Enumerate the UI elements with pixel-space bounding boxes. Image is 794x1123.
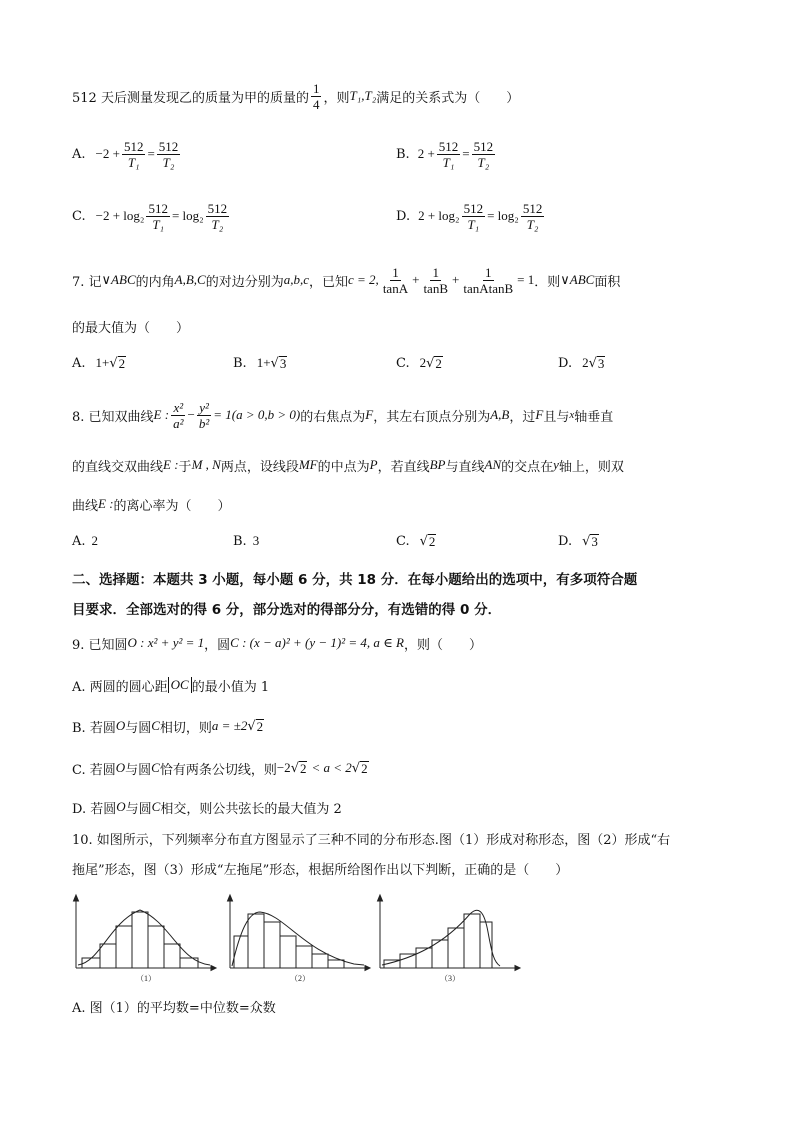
hist-bar xyxy=(400,954,416,968)
density-curve xyxy=(78,910,210,965)
q8-stem: 8. 已知双曲线 E : $\frac{\text{x²}}{\text{a²}}$ − $\frac{\text{y²}}{\text{b²}}$ = 1(a > 0,b > 0) 的右焦点为 F ，其左右顶点分别为 A,B ，过 F 且与 x 轴垂直 xyxy=(72,399,614,431)
hist-bar xyxy=(264,922,280,968)
q6-vars: T₁,T₂ xyxy=(349,88,377,103)
q8-option-c[interactable]: C. √ 2 xyxy=(396,533,436,549)
hist-bar xyxy=(132,912,148,968)
histogram-figure-3 xyxy=(374,892,524,984)
hist-bar xyxy=(448,928,464,968)
q6-fraction: $\frac{1}{4}$ xyxy=(312,80,320,112)
x-axis-arrow-icon xyxy=(211,966,216,971)
q7-stem: 7. 记 ∨ABC 的内角 A,B,C 的对边分别为 a,b,c ，已知 c = 2, $\frac{1}{\tan A}$ + $\frac{1}{\tan B}$ + $\frac{1}{\text{tanAtanB}}$ = 1 ．则 ∨ABC 面积 xyxy=(72,264,621,296)
q9-option-c[interactable]: C. 若圆 O 与圆 C 恰有两条公切线，则 −2 √ 2 < a < 2 √ 2 xyxy=(72,760,368,778)
q9-option-b[interactable]: B. 若圆 O 与圆 C 相切，则 a = ±2 √ 2 xyxy=(72,718,264,736)
histogram-figure-1 xyxy=(70,892,220,984)
y-axis-arrow-icon xyxy=(378,895,383,901)
q9-stem: 9. 已知圆 O : x² + y² = 1 ，圆 C : (x − a)² + (y − 1)² = 4, a ∈ R ，则（ ） xyxy=(72,635,482,653)
q8-option-b[interactable]: B. 3 xyxy=(233,533,260,549)
q6-option-c[interactable]: C. −2 + log₂ $\frac{512}{\text{T₁}}$ = log₂ $\frac{512}{\text{T₂}}$ xyxy=(72,200,228,232)
q7-option-d[interactable]: D. 2 √ 3 xyxy=(558,355,605,371)
sqrt-icon: √ 3 xyxy=(582,533,598,549)
hist-bar xyxy=(164,944,180,968)
q7-stem-line2: 的最大值为（ ） xyxy=(72,320,190,336)
y-axis-arrow-icon xyxy=(74,895,79,901)
q6-option-d[interactable]: D. 2 + log₂ $\frac{512}{\text{T₁}}$ = log₂ $\frac{512}{\text{T₂}}$ xyxy=(396,200,543,232)
figure-label: （3） xyxy=(440,974,460,983)
q8-option-d[interactable]: D. √ 3 xyxy=(558,533,598,549)
q6-option-a[interactable]: A. −2 + $\frac{512}{\text{T₁}}$ = $\frac{512}{\text{T₂}}$ xyxy=(72,138,179,170)
x-axis-arrow-icon xyxy=(515,966,520,971)
q7-option-c[interactable]: C. 2 √ 2 xyxy=(396,355,442,371)
figure-label: （2） xyxy=(290,974,310,983)
q6-option-b[interactable]: B. 2 + $\frac{512}{\text{T₁}}$ = $\frac{512}{\text{T₂}}$ xyxy=(396,138,494,170)
q6-stem: 512 天后测量发现乙的质量为甲的质量的 $\frac{1}{4}$ ，则 T₁,T₂ 满足的关系式为（ ） xyxy=(72,80,520,112)
q10-stem: 10. 如图所示，下列频率分布直方图显示了三种不同的分布形态.图（1）形成对称形态，图（2）形成“右 xyxy=(72,832,671,848)
figure-label: （1） xyxy=(136,974,156,983)
q8-stem-line3: 曲线 E : 的离心率为（ ） xyxy=(72,496,231,514)
hist-bar xyxy=(234,936,248,968)
sqrt-icon: √ 2 xyxy=(351,760,368,776)
hist-bar xyxy=(416,948,432,968)
sqrt-icon: √ 2 xyxy=(247,718,264,734)
q8-option-a[interactable]: A. 2 xyxy=(72,533,99,549)
hist-bar xyxy=(116,926,132,968)
sqrt-icon: √ 3 xyxy=(588,355,605,371)
hist-bar xyxy=(296,946,312,968)
sqrt-icon: √ 3 xyxy=(270,355,287,371)
sqrt-icon: √ 2 xyxy=(290,760,307,776)
sqrt-icon: √ 2 xyxy=(419,533,436,549)
hist-bar xyxy=(148,926,164,968)
hist-bar xyxy=(100,944,116,968)
q7-option-a[interactable]: A. 1+ √ 2 xyxy=(72,355,126,371)
q7-option-b[interactable]: B. 1+ √ 3 xyxy=(233,355,287,371)
q10-option-a[interactable]: A. 图（1）的平均数=中位数=众数 xyxy=(72,1000,276,1016)
sqrt-icon: √ 2 xyxy=(426,355,442,371)
x-axis-arrow-icon xyxy=(365,966,370,971)
hist-bar xyxy=(312,954,328,968)
hist-bar xyxy=(328,960,344,968)
hist-bar xyxy=(248,914,264,968)
sqrt-icon: √ 2 xyxy=(109,355,126,371)
q6-stem-a: 512 天后测量发现乙的质量为甲的质量的 xyxy=(72,90,309,106)
density-curve xyxy=(232,912,364,966)
section-2-heading-line2: 目要求．全部选对的得 6 分，部分选对的得部分分，有选错的得 0 分． xyxy=(72,602,502,618)
q9-option-a[interactable]: A. 两圆的圆心距 OC 的最小值为 1 xyxy=(72,677,270,695)
section-2-heading: 二、选择题：本题共 3 小题，每小题 6 分，共 18 分．在每小题给出的选项中，有多项符合题 xyxy=(72,572,638,588)
q9-option-d[interactable]: D. 若圆 O 与圆 C 相交，则公共弦长的最大值为 2 xyxy=(72,799,342,817)
histogram-figure-2 xyxy=(224,892,374,984)
y-axis-arrow-icon xyxy=(228,895,233,901)
hist-bar xyxy=(464,914,480,968)
hist-bar xyxy=(280,936,296,968)
q10-stem-line2: 拖尾”形态，图（3）形成“左拖尾”形态，根据所给图作出以下判断，正确的是（ ） xyxy=(72,862,569,878)
q8-stem-line2: 的直线交双曲线 E : 于 M , N 两点，设线段 MF 的中点为 P ，若直线 BP 与直线 AN 的交点在 y 轴上，则双 xyxy=(72,457,624,475)
